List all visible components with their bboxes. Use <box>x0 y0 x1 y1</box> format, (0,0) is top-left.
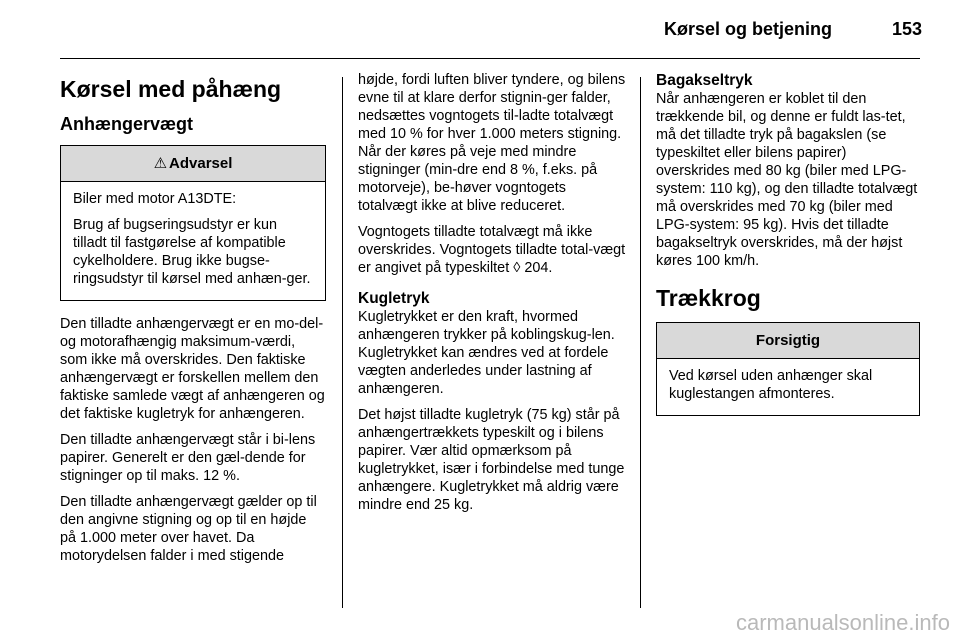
header-divider <box>60 58 920 59</box>
body-paragraph: Den tilladte anhængervægt gælder op til den angivne stigning og op til en højde på 1.000 meter over havet. Da motorydelsen falder i med stigende <box>60 494 317 564</box>
warning-header <box>61 146 325 182</box>
body-paragraph: Når anhængeren er koblet til den trækkende bil, og denne er fuldt las-tet, må det tilladte tryk på bagakslen (se typeskiltet eller bilens papirer) overskrides med 80 kg (biler med LPG-system: 110 kg), og den tilladte totalvægt må overskrides med 70 kg (biler med LPG-system: 95 kg). Hvis det tilladte bagakseltryk overskrides, må der højst køres 100 km/h. <box>656 91 918 269</box>
page-reference-link[interactable]: 204. <box>524 260 553 276</box>
column-divider <box>640 77 641 608</box>
subheading: Anhængervægt <box>60 114 194 134</box>
caution-text: Ved kørsel uden anhænger skal kuglestangen afmonteres. <box>669 368 873 402</box>
column-1 <box>60 71 326 573</box>
warning-text: Biler med motor A13DTE: <box>73 191 237 207</box>
warning-body <box>61 182 325 300</box>
body-paragraph: Kugletrykket er den kraft, hvormed anhængeren trykker på koblingskug-len. Kugletrykket kan ændres ved at fordele vægten anderledes under lastning af anhængeren. <box>358 309 615 397</box>
warning-triangle-icon: ⚠ <box>153 155 168 172</box>
column-2 <box>358 71 626 522</box>
body-paragraph: Den tilladte anhængervægt er en mo-del- og motorafhængig maksimum-værdi, som ikke må overskrides. Den faktiske anhængervægt er forskellen mellem den faktiske samlede vægt af anhængeren og det faktiske kugletryk for anhængeren. <box>60 316 325 422</box>
column-divider <box>342 77 343 608</box>
header-title: Kørsel og betjening <box>663 19 832 39</box>
warning-box <box>60 145 326 301</box>
page-ref-arrow-icon: ◊ <box>513 260 521 276</box>
body-paragraph: højde, fordi luften bliver tyndere, og bilens evne til at klare derfor stignin-ger falder, nedsættes vogntogets til-ladte totalvægt med 10 % for hver 1.000 meters stigning. Når der køres på veje med mindre stigninger (min-dre end 8 %, f.eks. på motorveje), be-høver vogntogets totalvægt ikke at blive reduceret. <box>358 72 626 214</box>
body-paragraph <box>358 223 626 277</box>
section-title: Kørsel med påhæng <box>60 76 282 102</box>
warning-text: Brug af bugseringsudstyr er kun tilladt til fastgørelse af kompatible cykelholdere. Brug ikke bugse-ringsudstyr til kørsel med anhæn-ger. <box>73 217 311 287</box>
caution-box <box>656 322 920 416</box>
watermark: carmanualsonline.info <box>735 610 950 635</box>
caution-body <box>657 359 919 415</box>
column-3 <box>656 71 920 430</box>
body-paragraph: Det højst tilladte kugletryk (75 kg) står på anhængertrækkets typeskilt og i bilens papirer. Vær altid opmærksom på kugletrykket, især i forbindelse med tunge anhængere. Kugletrykket må aldrig være mindre end 25 kg. <box>358 407 625 513</box>
body-paragraph: Den tilladte anhængervægt står i bi-lens papirer. Generelt er den gæl-dende for stigninger op til maks. 12 %. <box>60 432 316 484</box>
reference-text: Vogntogets tilladte totalvægt må ikke overskrides. Vogntogets tilladte total-vægt er angivet på typeskiltet <box>358 224 626 276</box>
subheading: Kugletryk <box>358 290 430 307</box>
warning-title: Advarsel <box>169 155 233 172</box>
caution-header: Forsigtig <box>657 323 919 359</box>
page-number: 153 <box>891 19 922 39</box>
section-title: Trækkrog <box>656 285 761 311</box>
subheading: Bagakseltryk <box>656 72 753 89</box>
